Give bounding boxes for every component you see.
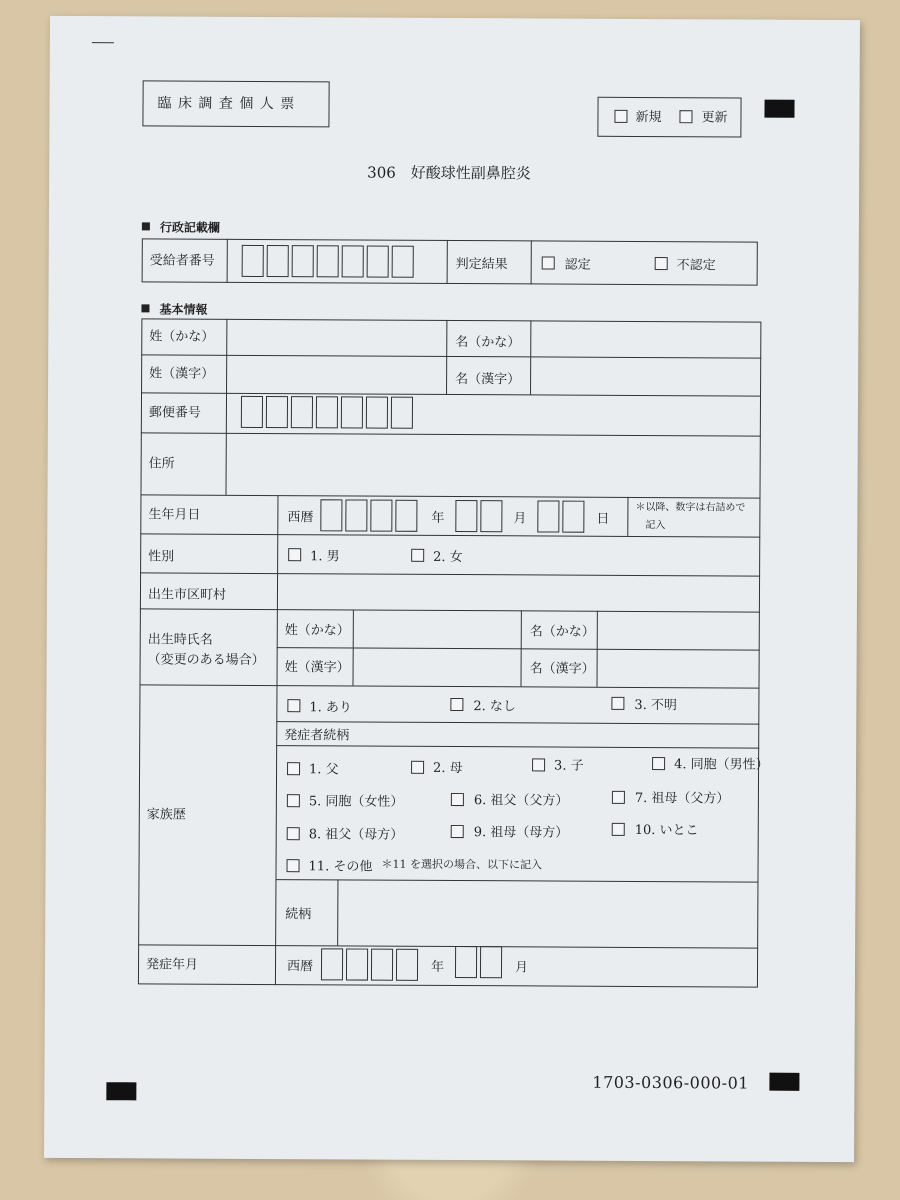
digit-box[interactable]: [455, 500, 477, 532]
registration-mark-top-right: [764, 100, 794, 118]
corner-tick: [92, 42, 114, 43]
digit-box[interactable]: [316, 396, 338, 428]
rel-1-checkbox[interactable]: [287, 762, 300, 775]
digit-box[interactable]: [320, 499, 342, 531]
rel-4-checkbox[interactable]: [652, 757, 665, 770]
birth-surname-kana-label: 姓（かな）: [284, 623, 350, 639]
rel-7-checkbox[interactable]: [612, 791, 625, 804]
surname-kanji-label: 姓（漢字）: [149, 366, 215, 382]
family-no-label: 2. なし: [473, 699, 516, 715]
digit-box[interactable]: [562, 501, 584, 533]
digit-box[interactable]: [366, 397, 388, 429]
rel-3-checkbox[interactable]: [532, 758, 545, 771]
renew-checkbox[interactable]: [679, 110, 692, 123]
new-label: 新規: [635, 109, 662, 126]
onset-year-digits: [50, 16, 860, 20]
not-approved-label: 不認定: [676, 258, 716, 274]
right-align-note-fill: 記入: [645, 520, 666, 532]
digit-box[interactable]: [345, 499, 367, 531]
female-checkbox[interactable]: [411, 549, 424, 562]
relation-field[interactable]: [339, 881, 755, 946]
form-sheet: [44, 16, 860, 1162]
renew-label: 更新: [701, 110, 728, 126]
form-title: 臨 床 調 査 個 人 票: [157, 95, 296, 113]
rel-8-label: 8. 祖父（母方）: [308, 827, 404, 843]
birth-month-label: 月: [513, 511, 527, 527]
basic-section-title: 基本情報: [141, 303, 207, 315]
digit-box[interactable]: [480, 500, 502, 532]
rel-1-label: 1. 父: [309, 762, 339, 778]
right-align-note: ＊以降、数字は右詰めで: [635, 501, 746, 514]
given-kanji-label: 名（漢字）: [455, 372, 521, 388]
surname-kana-field[interactable]: [228, 321, 444, 355]
given-kanji-field[interactable]: [532, 358, 758, 394]
birthplace-field[interactable]: [279, 575, 757, 611]
digit-box[interactable]: [266, 396, 288, 428]
given-kana-field[interactable]: [532, 322, 758, 356]
digit-box[interactable]: [396, 949, 418, 981]
digit-box[interactable]: [346, 948, 368, 980]
recipient-number-label: 受給者番号: [149, 253, 215, 269]
birth-name-note: （変更のある場合）: [147, 652, 265, 669]
address-field[interactable]: [228, 435, 758, 496]
female-label: 2. 女: [433, 549, 463, 566]
relation-label: 続柄: [285, 907, 312, 923]
postal-code-digits: [50, 16, 860, 20]
given-kana-label: 名（かな）: [455, 335, 521, 351]
sex-label: 性別: [148, 549, 175, 565]
surname-kanji-field[interactable]: [228, 357, 444, 393]
rel-5-checkbox[interactable]: [287, 794, 300, 807]
onset-month-label: 月: [514, 960, 529, 976]
form-number: 1703-0306-000-01: [592, 1072, 750, 1093]
rel-4-label: 4. 同胞（男性）: [674, 757, 769, 773]
recipient-number-digits: [50, 16, 860, 20]
onset-year-label: 年: [430, 959, 445, 975]
birth-given-kanji-label: 名（漢字）: [529, 661, 595, 677]
digit-box[interactable]: [321, 948, 343, 980]
registration-mark-bottom-left: [106, 1082, 136, 1100]
digit-box[interactable]: [395, 500, 417, 532]
judgment-label: 判定結果: [455, 257, 508, 273]
digit-box[interactable]: [341, 396, 363, 428]
digit-box[interactable]: [371, 949, 393, 981]
rel-9-label: 9. 祖母（母方）: [473, 825, 569, 841]
onset-era-label: 西暦: [286, 959, 314, 975]
digit-box[interactable]: [292, 245, 314, 277]
birth-surname-kanji-label: 姓（漢字）: [284, 660, 350, 676]
rel-2-label: 2. 母: [433, 760, 463, 777]
birth-given-kana-label: 名（かな）: [529, 624, 595, 640]
family-yes-label: 1. あり: [309, 700, 352, 716]
rel-5-label: 5. 同胞（女性）: [308, 794, 404, 810]
digit-box[interactable]: [455, 946, 477, 978]
relation-heading: 発症者続柄: [284, 728, 350, 744]
digit-box[interactable]: [392, 246, 414, 278]
family-unknown-checkbox[interactable]: [611, 697, 624, 710]
rel-6-checkbox[interactable]: [451, 793, 464, 806]
rel-11-label: 11. その他: [308, 859, 373, 875]
family-yes-checkbox[interactable]: [287, 699, 300, 712]
birth-name-label: 出生時氏名: [147, 632, 213, 648]
disease-heading: 306 好酸球性副鼻腔炎: [367, 163, 531, 183]
rel-8-checkbox[interactable]: [287, 827, 300, 840]
rel-10-checkbox[interactable]: [612, 823, 625, 836]
onset-label: 発症年月: [145, 957, 199, 973]
digit-box[interactable]: [267, 245, 289, 277]
rel-11-checkbox[interactable]: [287, 859, 300, 872]
postal-code-label: 郵便番号: [148, 405, 201, 421]
onset-month-digits: [50, 16, 860, 20]
digit-box[interactable]: [291, 396, 313, 428]
digit-box[interactable]: [391, 397, 413, 429]
digit-box[interactable]: [370, 500, 392, 532]
family-no-checkbox[interactable]: [450, 698, 463, 711]
birth-date-label: 生年月日: [148, 507, 201, 523]
rel-7-label: 7. 祖母（父方）: [634, 790, 730, 807]
birth-year-digits: [50, 16, 860, 20]
approved-label: 認定: [564, 257, 591, 273]
family-unknown-label: 3. 不明: [634, 697, 677, 714]
digit-box[interactable]: [241, 396, 263, 428]
birth-era-label: 西暦: [287, 510, 314, 526]
digit-box[interactable]: [367, 246, 389, 278]
digit-box[interactable]: [317, 245, 339, 277]
family-history-label: 家族歴: [146, 807, 186, 823]
approved-checkbox[interactable]: [542, 256, 555, 269]
birthplace-label: 出生市区町村: [147, 587, 227, 603]
surname-kana-label: 姓（かな）: [149, 329, 215, 345]
rel-6-label: 6. 祖父（父方）: [473, 793, 569, 809]
birth-day-digits: [50, 16, 860, 20]
birth-year-label: 年: [431, 510, 445, 526]
rel-2-checkbox[interactable]: [411, 761, 424, 774]
rel-9-checkbox[interactable]: [451, 825, 464, 838]
new-checkbox[interactable]: [614, 110, 627, 123]
not-approved-checkbox[interactable]: [655, 257, 668, 270]
digit-box[interactable]: [342, 245, 364, 277]
birth-day-label: 日: [596, 511, 610, 527]
digit-box[interactable]: [537, 500, 559, 532]
registration-mark-bottom-right: [769, 1073, 799, 1091]
digit-box[interactable]: [242, 245, 264, 277]
rel-3-label: 3. 子: [554, 758, 584, 774]
birth-month-digits: [50, 16, 860, 20]
male-checkbox[interactable]: [288, 548, 301, 561]
male-label: 1. 男: [310, 549, 340, 565]
rel-10-label: 10. いとこ: [634, 822, 699, 839]
address-label: 住所: [148, 456, 175, 472]
admin-section-title: 行政記載欄: [142, 221, 220, 233]
rel-11-note: ＊11 を選択の場合、以下に記入: [381, 857, 543, 872]
digit-box[interactable]: [480, 946, 502, 978]
